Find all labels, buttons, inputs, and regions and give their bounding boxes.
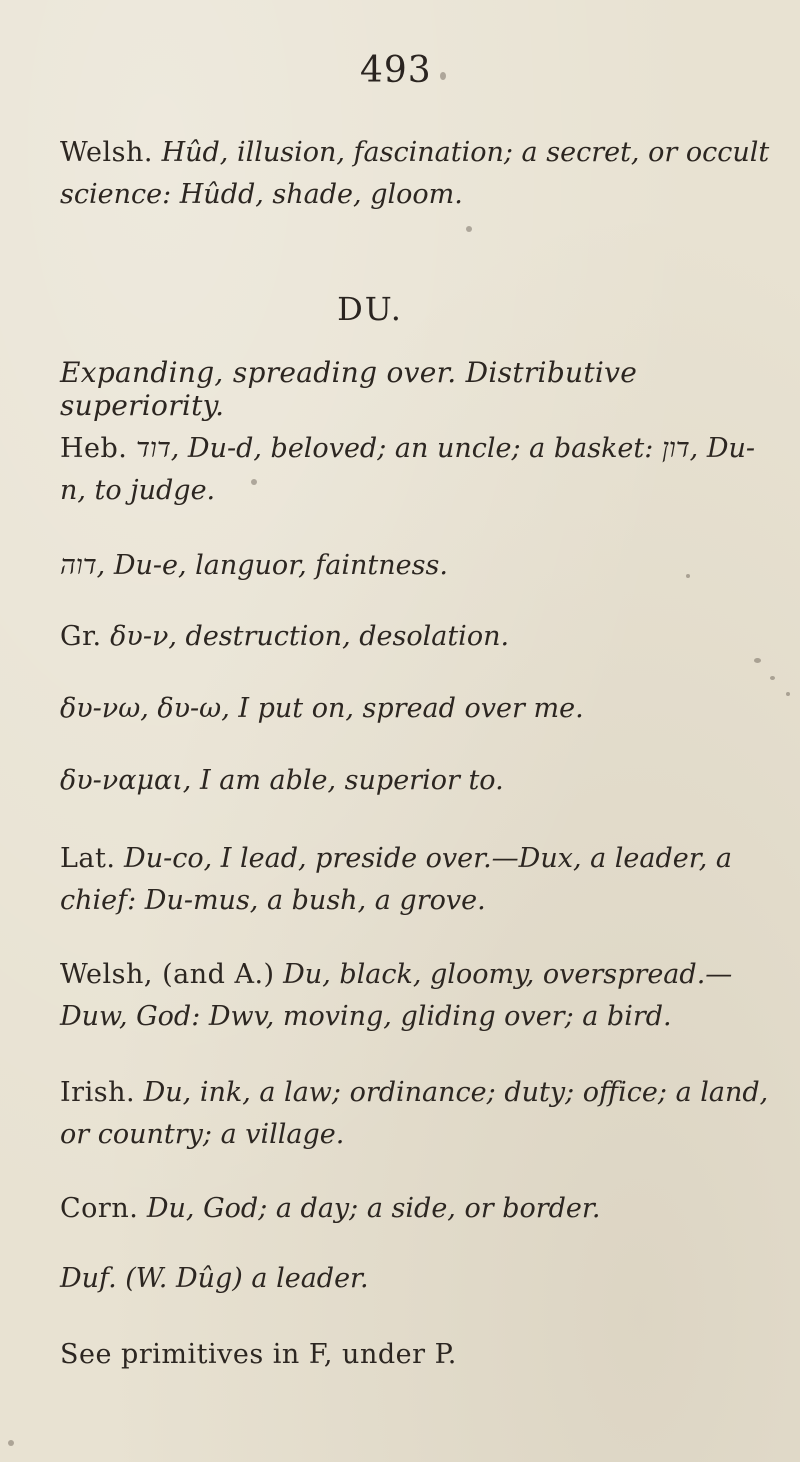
paper-speck bbox=[440, 72, 446, 80]
paragraph-heb-due bbox=[60, 545, 770, 587]
paragraph-text: δυ-ν, destruction, desolation. bbox=[101, 621, 510, 652]
entry-lead: Welsh. bbox=[60, 137, 153, 168]
paragraph-text: Du, black, gloomy, overspread.— Duw, God: Dwv, moving, gliding over; a bird. bbox=[60, 959, 733, 1032]
paper-speck bbox=[754, 658, 761, 663]
paragraph-lead: Irish. bbox=[60, 1077, 136, 1108]
paper-speck bbox=[686, 574, 690, 578]
paragraph-text: Du-co, I lead, preside over.—Dux, a leader, a chief: Du-mus, a bush, a grove. bbox=[60, 843, 732, 916]
paper-speck bbox=[466, 226, 472, 232]
paragraph-corn bbox=[60, 1188, 770, 1230]
paragraph-gr-dunamai bbox=[60, 760, 770, 802]
paper-speck bbox=[8, 1440, 14, 1446]
paragraph-lead: Lat. bbox=[60, 843, 116, 874]
section-heading: DU. bbox=[337, 290, 403, 328]
paragraph-duf bbox=[60, 1258, 770, 1300]
paragraph-irish bbox=[60, 1072, 770, 1156]
paper-speck bbox=[770, 676, 775, 680]
section-subtitle: Expanding, spreading over. Distributive superiority. bbox=[60, 356, 638, 422]
paragraph-lat bbox=[60, 838, 770, 922]
paragraph-text: Du, God; a day; a side, or border. bbox=[138, 1193, 601, 1224]
entry-text: Hûd, illusion, fascination; a secret, or occult science: Hûdd, shade, gloom. bbox=[60, 137, 770, 210]
paragraph-lead: Welsh, (and A.) bbox=[60, 959, 275, 990]
paragraph-heb bbox=[60, 428, 770, 512]
paper-speck bbox=[251, 479, 257, 485]
paragraph-lead: Heb. bbox=[60, 433, 128, 464]
paragraph-text: δυ-νω, δυ-ω, I put on, spread over me. bbox=[60, 693, 584, 724]
paragraph-text: דוד, Du-d, beloved; an uncle; a basket: דון, Du-n, to judge. bbox=[60, 433, 755, 506]
paragraph-lead: Gr. bbox=[60, 621, 102, 652]
paragraph-gr bbox=[60, 616, 770, 658]
paragraph-see-primitives bbox=[60, 1334, 770, 1376]
paragraph-welsh-and-a bbox=[60, 954, 770, 1038]
paragraph-text: Du, ink, a law; ordinance; duty; office; a land, or country; a village. bbox=[60, 1077, 769, 1150]
page-number: 493 bbox=[360, 50, 432, 91]
paragraph-lead: Corn. bbox=[60, 1193, 139, 1224]
paragraph-text: Duf. (W. Dûg) a leader. bbox=[60, 1263, 369, 1294]
paragraph-text: דוה, Du-e, languor, faintness. bbox=[60, 550, 448, 581]
paragraph-gr-duno bbox=[60, 688, 770, 730]
entry-welsh-hud bbox=[60, 132, 770, 216]
paragraph-text: δυ-ναμαι, I am able, superior to. bbox=[60, 765, 504, 796]
paragraph-lead: See primitives in F, under P. bbox=[60, 1339, 457, 1370]
paper-speck bbox=[786, 692, 790, 696]
